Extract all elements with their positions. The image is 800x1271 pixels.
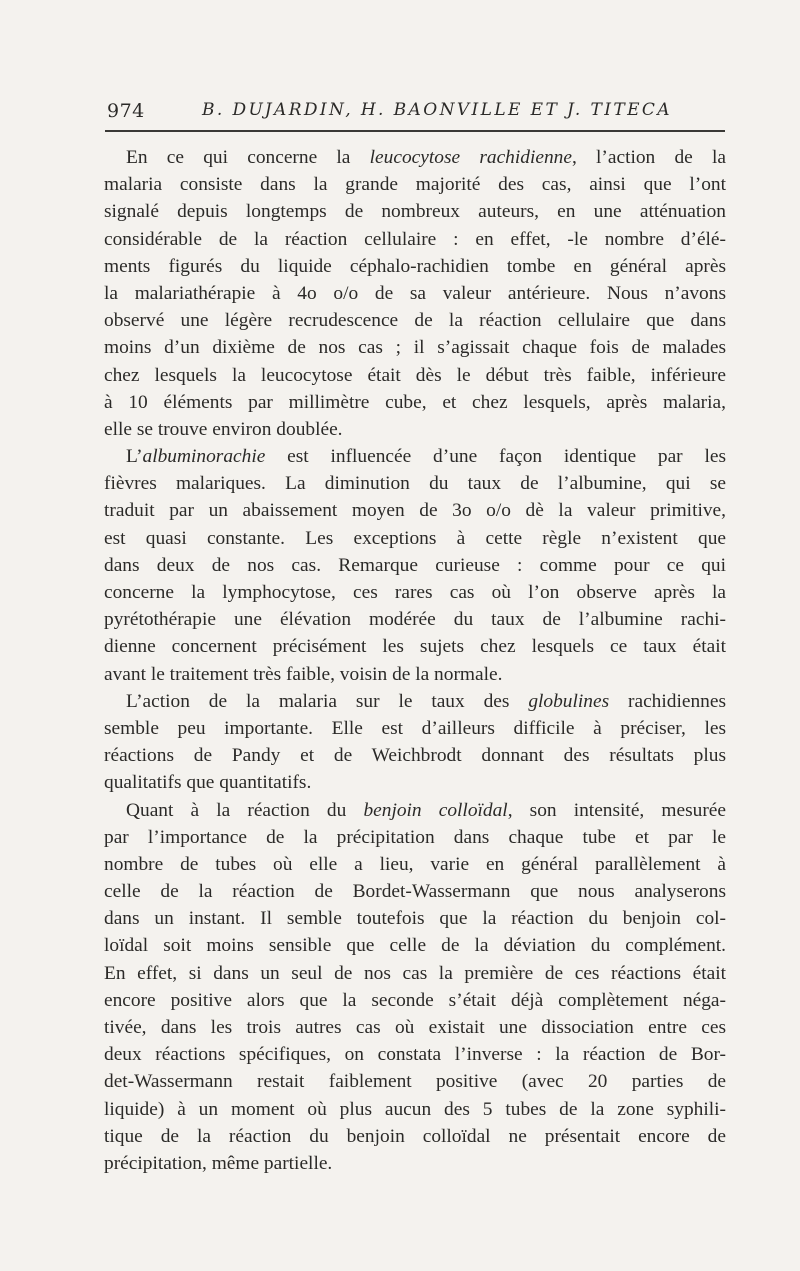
text-line: pyrétothérapie une élévation modérée du taux de l’albumine rachi- <box>104 609 726 631</box>
text-line: nombre de tubes où elle a lieu, varie en général parallèlement à <box>104 853 726 875</box>
text-line: celle de la réaction de Bordet-Wassermann que nous analyserons <box>104 881 726 903</box>
text-line: signalé depuis longtemps de nombreux auteurs, en une atténuation <box>104 201 726 223</box>
text-line: dans deux de nos cas. Remarque curieuse : comme pour ce qui <box>104 554 726 576</box>
text-line: loïdal soit moins sensible que celle de la déviation du complément. <box>104 935 726 957</box>
text-line: concerne la lymphocytose, ces rares cas où l’on observe après la <box>104 582 726 603</box>
page-number: 974 <box>107 100 145 122</box>
page-header <box>107 100 725 130</box>
text-line: Quant à la réaction du benjoin colloïdal, son intensité, mesurée <box>126 799 726 821</box>
text-line: elle se trouve environ doublée. <box>104 418 343 440</box>
text-line: tivée, dans les trois autres cas où existait une dissociation entre ces <box>104 1017 726 1038</box>
text-line: fièvres malariques. La diminution du taux de l’albumine, qui se <box>104 473 726 495</box>
text-line: encore positive alors que la seconde s’était déjà complètement néga- <box>104 989 726 1011</box>
text-line: chez lesquels la leucocytose était dès le début très faible, inférieure <box>104 364 726 386</box>
text-line: qualitatifs que quantitatifs. <box>104 772 312 794</box>
running-title: B. DUJARDIN, H. BAONVILLE ET J. TITECA <box>202 100 672 120</box>
text-line: semble peu importante. Elle est d’ailleurs difficile à préciser, les <box>104 717 726 739</box>
text-line: considérable de la réaction cellulaire : en effet, -le nombre d’élé- <box>104 228 726 250</box>
text-line: liquide) à un moment où plus aucun des 5 tubes de la zone syphili- <box>104 1098 726 1120</box>
text-line: tique de la réaction du benjoin colloïdal ne présentait encore de <box>104 1125 726 1147</box>
text-line: à 10 éléments par millimètre cube, et chez lesquels, après malaria, <box>104 391 726 413</box>
text-line: ments figurés du liquide céphalo-rachidien tombe en général après <box>104 255 726 277</box>
text-line: traduit par un abaissement moyen de 3o o/o dè la valeur primitive, <box>104 500 726 522</box>
text-line: det-Wassermann restait faiblement positive (avec 20 parties de <box>104 1071 726 1093</box>
text-line: L’albuminorachie est influencée d’une façon identique par les <box>126 446 726 468</box>
text-line: par l’importance de la précipitation dans chaque tube et par le <box>104 826 726 848</box>
text-line: malaria consiste dans la grande majorité des cas, ainsi que l’ont <box>104 174 726 196</box>
body-text <box>104 144 726 1177</box>
text-line: dienne concernent précisément les sujets chez lesquels ce taux était <box>104 636 726 658</box>
text-line: précipitation, même partielle. <box>104 1152 333 1174</box>
text-line: En ce qui concerne la leucocytose rachidienne, l’action de la <box>126 147 727 168</box>
text-line: observé une légère recrudescence de la réaction cellulaire que dans <box>104 310 726 332</box>
text-line: L’action de la malaria sur le taux des globulines rachidiennes <box>126 690 726 712</box>
text-line: moins d’un dixième de nos cas ; il s’agissait chaque fois de malades <box>104 337 726 359</box>
text-line: deux réactions spécifiques, on constata l’inverse : la réaction de Bor- <box>104 1044 726 1066</box>
text-line: avant le traitement très faible, voisin de la normale. <box>104 663 503 685</box>
header-rule <box>105 130 725 132</box>
text-line: réactions de Pandy et de Weichbrodt donnant des résultats plus <box>104 745 726 767</box>
text-line: est quasi constante. Les exceptions à cette règle n’existent que <box>104 527 726 549</box>
text-line: En effet, si dans un seul de nos cas la première de ces réactions était <box>104 962 726 984</box>
text-line: dans un instant. Il semble toutefois que la réaction du benjoin col- <box>104 908 726 930</box>
text-line: la malariathérapie à 4o o/o de sa valeur antérieure. Nous n’avons <box>104 282 726 304</box>
